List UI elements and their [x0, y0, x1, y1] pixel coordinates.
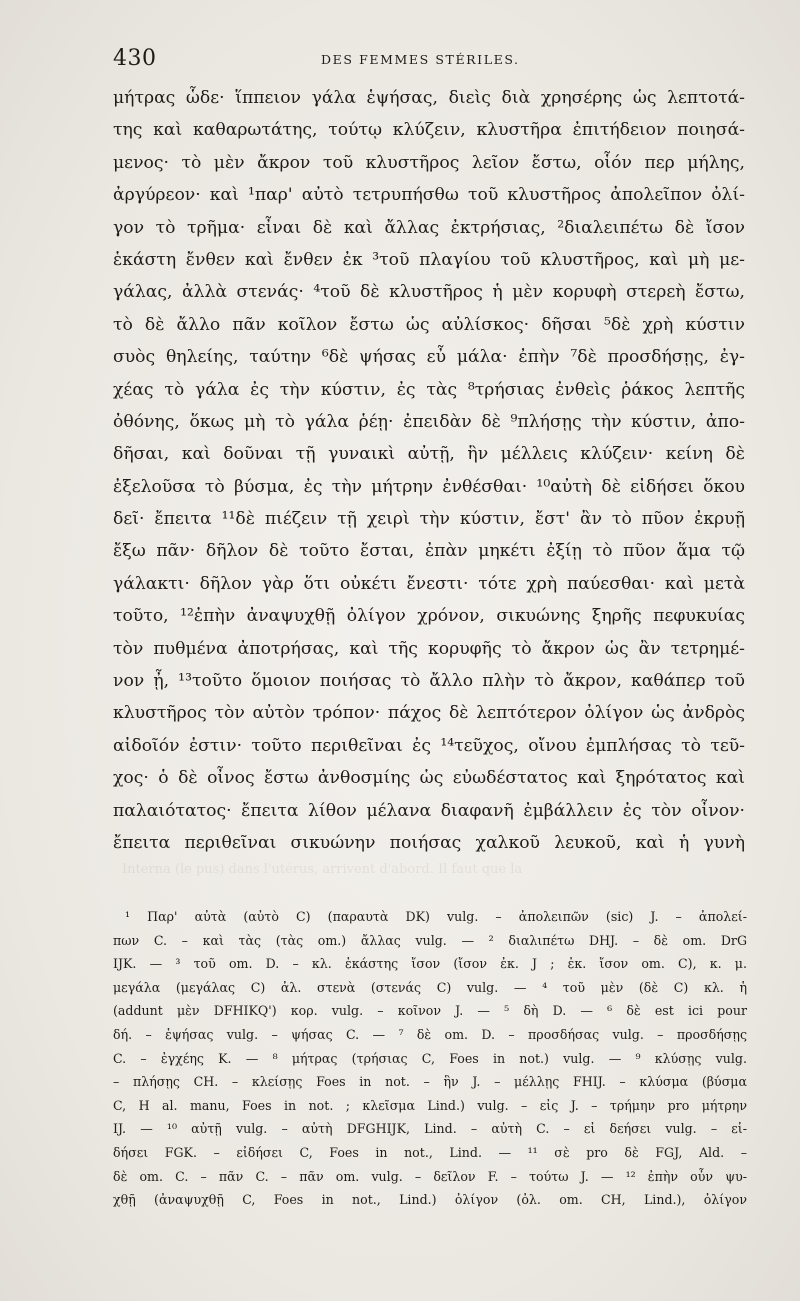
text-line: γάλακτι· δῆλον γὰρ ὅτι οὐκέτι ἔνεστι· τότε χρὴ παύεσθαι· καὶ μετὰ [113, 573, 745, 594]
text-line: νον ᾖ, ¹³τοῦτο ὅμοιον ποιήσας τὸ ἄλλο πλὴν τὸ ἄκρον, καθάπερ τοῦ [113, 671, 745, 692]
footnote-line: – πλήσῃς CH. – κλείσῃς Foes in not. – ἣν J. – μέλλῃς FHIJ. – κλύσμα (βύσμα [113, 1074, 747, 1090]
footnote-line: δή. – ἑψήσας vulg. – ψήσας C. — ⁷ δὲ om. D. – προσδήσας vulg. – προσδήσῃς [113, 1026, 747, 1042]
text-line: δεῖ· ἔπειτα ¹¹δὲ πιέζειν τῇ χειρὶ τὴν κύστιν, ἔστ' ἂν τὸ πῦον ἐκρυῇ [113, 509, 745, 530]
footnote-line: χθῇ (ἀναψυχθῇ C, Foes in not., Lind.) ὀλίγον (ὀλ. om. CH, Lind.), ὀλίγον [113, 1192, 747, 1208]
text-line: παλαιότατος· ἔπειτα λίθον μέλανα διαφανῆ ἐμβάλλειν ἐς τὸν οἶνον· [113, 800, 745, 821]
footnotes [113, 905, 747, 1212]
footnote-line: C. – ἐγχέης K. — ⁸ μήτρας (τρήσιας C, Foes in not.) vulg. — ⁹ κλύσῃς vulg. [113, 1050, 747, 1066]
footnote-line: C, H al. manu, Foes in not. ; κλεῖσμα Lind.) vulg. – εἰς J. – τρήμην pro μήτρην [113, 1097, 747, 1113]
text-line: ὀθόνης, ὅκως μὴ τὸ γάλα ῥέῃ· ἐπειδὰν δὲ ⁹πλήσῃς τὴν κύστιν, ἀπο- [113, 411, 745, 432]
footnote-line: δὲ om. C. – πᾶν C. – πᾶν om. vulg. – δεῖλον F. – τούτω J. — ¹² ἐπὴν οὖν ψυ- [113, 1168, 747, 1184]
text-line: γάλας, ἀλλὰ στενάς· ⁴τοῦ δὲ κλυστῆρος ἡ μὲν κορυφὴ στερεὴ ἔστω, [113, 282, 745, 303]
text-line: ἔπειτα περιθεῖναι σικυώνην ποιήσας χαλκοῦ λευκοῦ, καὶ ἡ γυνὴ [113, 832, 745, 853]
text-line: τοῦτο, ¹²ἐπὴν ἀναψυχθῇ ὀλίγον χρόνον, σικυώνης ξηρῆς πεφυκυίας [113, 606, 745, 627]
page-number: 430 [113, 46, 157, 71]
footnote-line: πων C. – καὶ τὰς (τὰς om.) ἄλλας vulg. — ² διαλιπέτω DHJ. – δὲ om. DrG [113, 932, 747, 948]
text-line: γον τὸ τρῆμα· εἶναι δὲ καὶ ἄλλας ἐκτρήσιας, ²διαλειπέτω δὲ ἴσον [113, 217, 745, 238]
text-line: κλυστῆρος τὸν αὐτὸν τρόπον· πάχος δὲ λεπτότερον ὀλίγον ὡς ἀνδρὸς [113, 703, 745, 724]
running-title: DES FEMMES STÉRILES. [321, 52, 520, 67]
text-line: ἑκάστη ἔνθεν καὶ ἔνθεν ἐκ ³τοῦ πλαγίου τοῦ κλυστῆρος, καὶ μὴ με- [113, 249, 745, 270]
footnote-line: (addunt μὲν DFHIKQ') κορ. vulg. – κοῖνον J. — ⁵ δὴ D. — ⁶ δὲ est ici pour [113, 1003, 747, 1019]
footnote-line: δήσει FGK. – εἰδήσει C, Foes in not., Lind. — ¹¹ σὲ pro δὲ FGJ, Ald. – [113, 1144, 747, 1160]
text-line: αἰδοῖόν ἐστιν· τοῦτο περιθεῖναι ἐς ¹⁴τεῦχος, οἴνου ἐμπλήσας τὸ τεῦ- [113, 735, 745, 756]
text-line: της καὶ καθαρωτάτης, τούτῳ κλύζειν, κλυστῆρα ἐπιτήδειον ποιησά- [113, 120, 745, 141]
text-line: μήτρας ὧδε· ἵππειον γάλα ἑψήσας, διεὶς διὰ χρησέρης ὡς λεπτοτά- [113, 88, 745, 108]
text-line: τὸ δὲ ἄλλο πᾶν κοῖλον ἔστω ὡς αὐλίσκος· δῆσαι ⁵δὲ χρὴ κύστιν [113, 314, 745, 335]
text-line: χέας τὸ γάλα ἐς τὴν κύστιν, ἐς τὰς ⁸τρήσιας ἐνθεὶς ῥάκος λεπτῆς [113, 379, 745, 400]
text-line: ἐξελοῦσα τὸ βύσμα, ἐς τὴν μήτρην ἐνθέσθαι· ¹⁰αὐτὴ δὲ εἰδήσει ὅκου [113, 476, 745, 497]
text-line: ἀργύρεον· καὶ ¹παρ' αὐτὸ τετρυπήσθω τοῦ κλυστῆρος ἀπολεῖπον ὀλί- [113, 185, 745, 206]
text-line: συὸς θηλείης, ταύτην ⁶δὲ ψήσας εὖ μάλα· ἐπὴν ⁷δὲ προσδήσῃς, ἐγ- [113, 347, 745, 368]
footnote-line: IJ. — ¹⁰ αὐτῇ vulg. – αὐτὴ DFGHIJK, Lind. – αὐτὴ C. – εἰ δεήσει vulg. – εἰ- [113, 1121, 747, 1137]
text-line: τὸν πυθμένα ἀποτρήσας, καὶ τῆς κορυφῆς τὸ ἄκρον ὡς ἂν τετρημέ- [113, 638, 745, 659]
footnote-line: IJK. — ³ τοῦ om. D. – κλ. ἑκάστης ἴσον (ἴσον ἐκ. J ; ἐκ. ἴσον om. C), κ. μ. [113, 956, 747, 972]
main-text [113, 82, 745, 859]
text-line: δῆσαι, καὶ δοῦναι τῇ γυναικὶ αὐτῇ, ἣν μέλλεις κλύζειν· κείνη δὲ [113, 444, 745, 465]
text-line: μενος· τὸ μὲν ἄκρον τοῦ κλυστῆρος λεῖον ἔστω, οἷόν περ μήλης, [113, 152, 745, 173]
text-line: ἔξω πᾶν· δῆλον δὲ τοῦτο ἔσται, ἐπὰν μηκέτι ἐξίῃ τὸ πῦον ἅμα τῷ [113, 541, 745, 562]
footnote-line: ¹ Παρ' αὐτὰ (αὐτὸ C) (παραυτὰ DK) vulg. – ἀπολειπῶν (sic) J. – ἀπολεί- [125, 909, 747, 924]
show-through-text: Interna (le pus) dans l'utérus, arrivent d'abord. Il faut que la [122, 862, 523, 877]
text-line: χος· ὁ δὲ οἶνος ἔστω ἀνθοσμίης ὡς εὐωδέστατος καὶ ξηρότατος καὶ [113, 768, 745, 789]
footnote-line: μεγάλα (μεγάλας C) ἀλ. στενὰ (στενάς C) vulg. — ⁴ τοῦ μὲν (δὲ C) κλ. ἡ [113, 979, 747, 995]
running-head [113, 46, 743, 76]
